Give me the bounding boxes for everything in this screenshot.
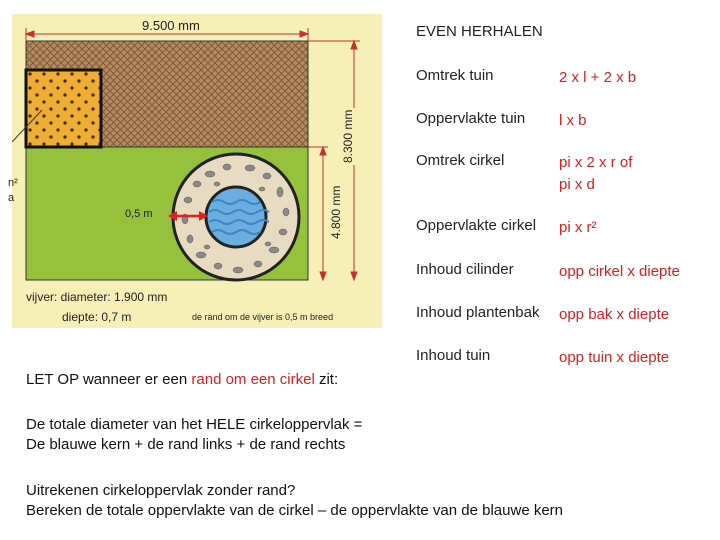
pond-depth-text: diepte: 0,7 m (62, 310, 132, 324)
formula-value: l x b (559, 112, 587, 129)
left-fragment-1: n² (8, 177, 18, 189)
pond-water (206, 187, 266, 247)
width-label: 9.500 mm (142, 18, 200, 33)
formula-value: pi x 2 x r of (559, 154, 633, 171)
letop-suffix: zit: (314, 371, 339, 388)
formula-value-second-line: pi x d (559, 176, 595, 193)
formula-label: Oppervlakte tuin (416, 110, 526, 127)
letop-line (26, 371, 338, 388)
garden-diagram (12, 14, 382, 328)
height-label: 8.300 mm (341, 109, 355, 163)
formula-value: 2 x l + 2 x b (559, 69, 637, 86)
green-height-label: 4.800 mm (329, 185, 343, 239)
planter (26, 70, 101, 147)
formula-label: Omtrek tuin (416, 67, 494, 84)
diameter-line-2: De blauwe kern + de rand links + de rand rechts (26, 436, 346, 453)
formula-value: opp tuin x diepte (559, 349, 670, 366)
question-line: Uitrekenen cirkeloppervlak zonder rand? (26, 482, 296, 499)
formula-label: Inhoud tuin (416, 347, 491, 364)
formula-label: Oppervlakte cirkel (416, 217, 537, 234)
diameter-line-1: De totale diameter van het HELE cirkeloppervlak = (26, 416, 363, 433)
margin-label: 0,5 m (125, 208, 153, 220)
formula-label: Inhoud plantenbak (416, 304, 540, 321)
pond-diameter-text: vijver: diameter: 1.900 mm (26, 290, 168, 304)
answer-line: Bereken de totale oppervlakte van de cirkel – de oppervlakte van de blauwe kern (26, 502, 564, 519)
formula-value: opp cirkel x diepte (559, 263, 680, 280)
formula-value: pi x r² (559, 219, 597, 236)
left-fragment-2: a (8, 192, 15, 204)
letop-prefix: LET OP wanneer er een (26, 371, 192, 388)
formula-label: Inhoud cilinder (416, 261, 514, 278)
formula-value: opp bak x diepte (559, 306, 670, 323)
letop-highlight: rand om een cirkel (191, 371, 315, 388)
repeat-heading: EVEN HERHALEN (416, 23, 543, 40)
formula-label: Omtrek cirkel (416, 152, 505, 169)
rim-note: de rand om de vijver is 0,5 m breed (192, 312, 334, 322)
